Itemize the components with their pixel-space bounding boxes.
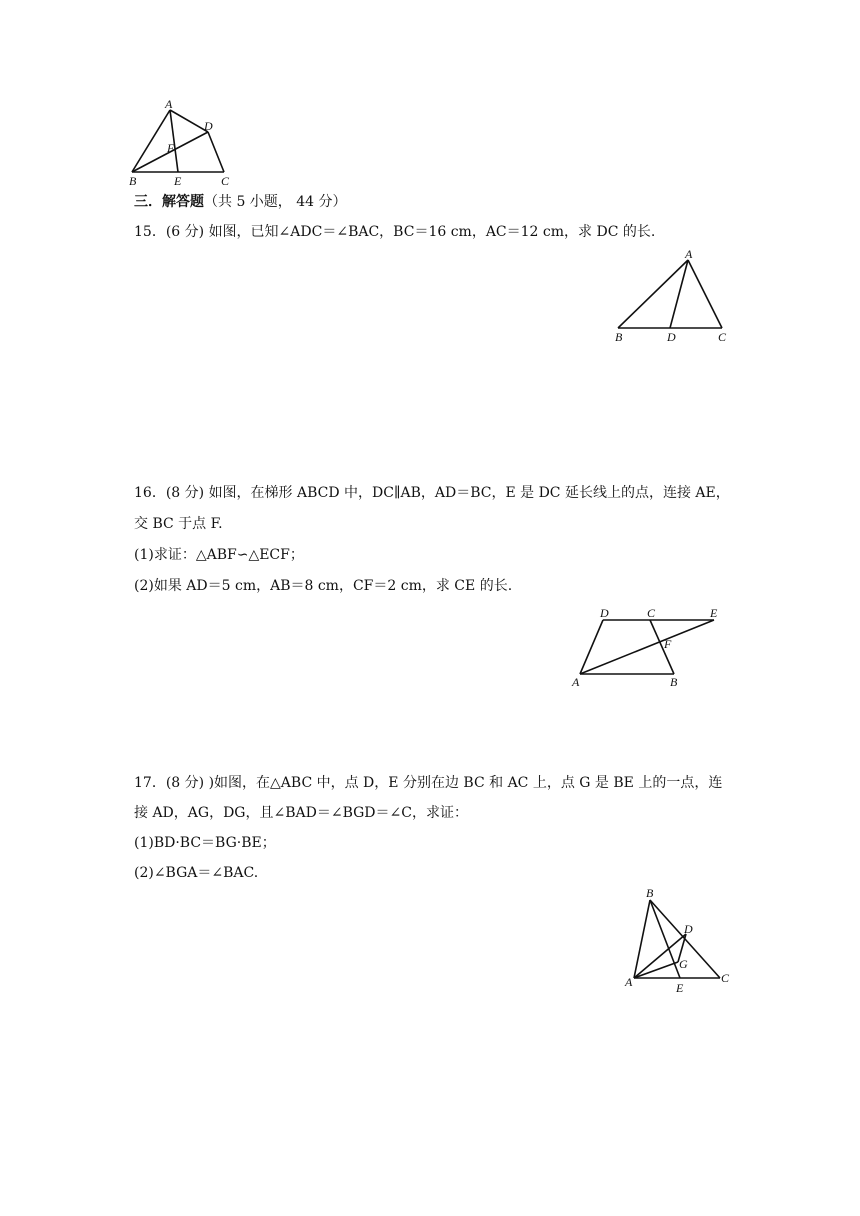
label-E: E — [676, 981, 684, 995]
label-B: B — [615, 330, 623, 344]
question-text: )如图，在△ABC 中，点 D，E 分别在边 BC 和 AC 上，点 G 是 BE 上的一点，连 — [208, 775, 723, 791]
question-17-part-2: (2)∠BGA＝∠BAC. — [134, 865, 259, 881]
label-F: F — [664, 637, 672, 651]
label-A: A — [165, 97, 173, 111]
question-points: (6 分) — [165, 224, 205, 240]
label-C: C — [721, 971, 730, 985]
label-G: G — [679, 957, 688, 971]
label-D: D — [204, 119, 213, 133]
section-header — [134, 192, 347, 212]
label-A: A — [625, 975, 633, 989]
question-16-figure — [568, 602, 728, 694]
section-note: （共 5 小题， 44 分） — [204, 194, 347, 210]
question-points: (8 分) — [165, 775, 205, 791]
question-17-figure — [618, 884, 738, 996]
label-C: C — [718, 330, 727, 344]
question-17-part-1: (1)BD·BC＝BG·BE； — [134, 835, 276, 851]
label-C: C — [221, 174, 230, 188]
question-16-line-1 — [134, 483, 730, 503]
question-text: 如图，在梯形 ABCD 中，DC∥AB，AD＝BC，E 是 DC 延长线上的点，连接 AE， — [208, 485, 730, 501]
label-D: D — [684, 922, 693, 936]
question-text: 如图，已知∠ADC＝∠BAC，BC＝16 cm，AC＝12 cm，求 DC 的长. — [208, 224, 656, 240]
question-15-line-1 — [134, 222, 655, 242]
question-17-line-1 — [134, 773, 722, 793]
label-E: E — [174, 174, 182, 188]
label-B: B — [129, 174, 137, 188]
section-title: 三．解答题 — [134, 194, 204, 210]
question-16-part-2: (2)如果 AD＝5 cm，AB＝8 cm，CF＝2 cm，求 CE 的长. — [134, 578, 513, 594]
question-16-line-2: 交 BC 于点 F. — [134, 516, 223, 532]
question-number: 16． — [134, 485, 166, 501]
question-points: (8 分) — [165, 485, 205, 501]
top-triangle-figure — [120, 96, 250, 190]
label-D: D — [600, 606, 609, 620]
label-F: F — [167, 141, 175, 155]
label-B: B — [670, 675, 678, 689]
question-15-figure — [608, 246, 738, 346]
label-C: C — [647, 606, 656, 620]
question-16-part-1: (1)求证：△ABF∽△ECF； — [134, 547, 304, 563]
question-17-line-2: 接 AD，AG，DG，且∠BAD＝∠BGD＝∠C，求证： — [134, 805, 468, 821]
question-number: 15． — [134, 224, 166, 240]
label-A: A — [572, 675, 580, 689]
label-B: B — [646, 886, 654, 900]
label-A: A — [685, 247, 693, 261]
label-D: D — [667, 330, 676, 344]
question-number: 17． — [134, 775, 166, 791]
label-E: E — [710, 606, 718, 620]
